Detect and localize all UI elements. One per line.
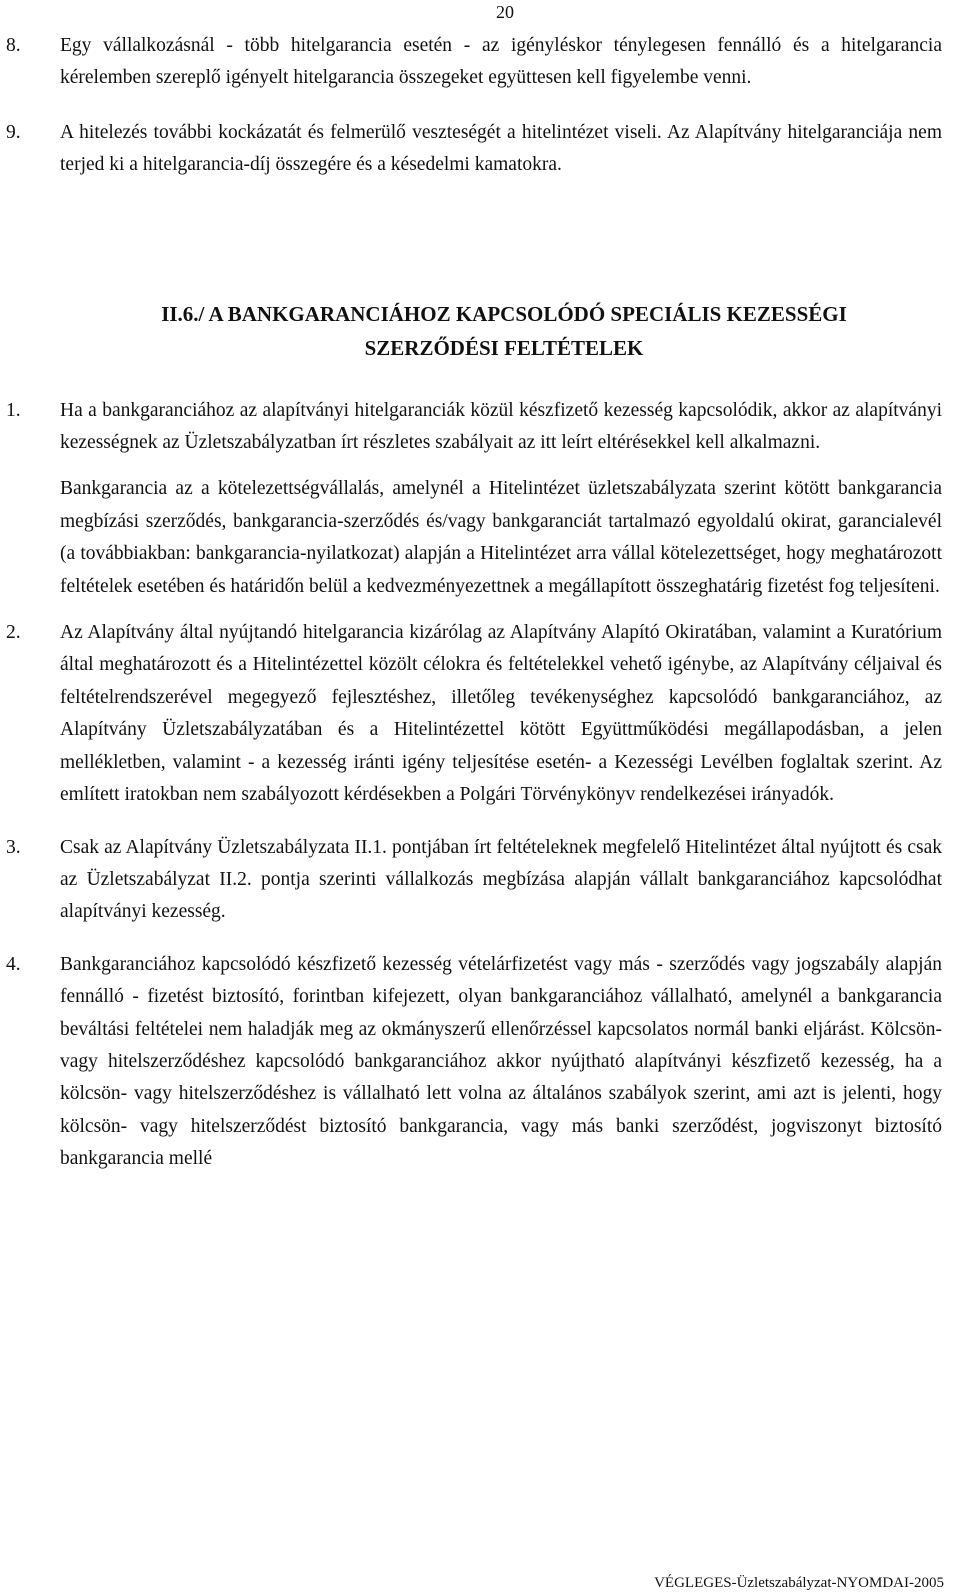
list-item-number: 3. bbox=[6, 836, 21, 858]
document-footer: VÉGLEGES-Üzletszabályzat-NYOMDAI-2005 bbox=[654, 1575, 944, 1591]
section-heading bbox=[6, 297, 942, 365]
list-item-text: Ha a bankgaranciához az alapítványi hitelgaranciák közül készfizető kezesség kapcsolódik, akkor az alapítványi kezességnek az Üzletszabályzatban írt részletes szabályait az itt leírt eltérésekkel kell alkalmazni. bbox=[60, 399, 942, 454]
list-item-number: 1. bbox=[6, 399, 21, 421]
section-heading-line-2: SZERZŐDÉSI FELTÉTELEK bbox=[364, 335, 644, 360]
document-body bbox=[6, 30, 942, 1176]
list-item-number: 8. bbox=[6, 35, 21, 56]
list-item bbox=[6, 617, 942, 811]
list-item-number: 2. bbox=[6, 622, 21, 644]
list-item bbox=[6, 30, 942, 95]
list-item-text: Csak az Alapítvány Üzletszabályzata II.1. pontjában írt feltételeknek megfelelő Hitelintézet által nyújtott és csak az Üzletszabályzat II.2. pontja szerinti vállalkozás megbízása alapján vállalt bankgaranciához kapcsolódhat alapítványi kezesség. bbox=[60, 836, 942, 923]
list-item bbox=[6, 949, 942, 1176]
list-item bbox=[6, 395, 942, 460]
list-item bbox=[6, 117, 942, 182]
list-item-text: Bankgaranciához kapcsolódó készfizető kezesség vételárfizetést vagy más - szerződés vagy jogszabály alapján fennálló - fizetést biztosító, forintban kifejezett, olyan bankgaranciához vállalható, amelynél a bankgarancia beváltási feltételei nem haladják meg az okmányszerű ellenőrzéssel kapcsolatos normál banki eljárást. Kölcsön- vagy hitelszerződéshez kapcsolódó bankgaranciához akkor nyújtható alapítványi készfizető kezesség, ha a kölcsön- vagy hitelszerződéshez is vállalható lett volna az általános szabályok szerint, ami azt is jelenti, hogy kölcsön- vagy hitelszerződést biztosító bankgarancia, vagy más banki szerződést, jogviszonyt biztosító bankgarancia mellé bbox=[60, 953, 942, 1170]
list-item-text: Az Alapítvány által nyújtandó hitelgarancia kizárólag az Alapítvány Alapító Okiratában, valamint a Kuratórium által meghatározott és a Hitelintézettel közölt célokra és feltételekkel vehető igénybe, az Alapítvány céljaival és feltételrendszerével megegyező fejlesztéshez, illetőleg tevékenységhez kapcsolódó bankgaranciához, az Alapítvány Üzletszabályzatában és a Hitelintézettel kötött Együttműködési megállapodásban, a jelen mellékletben, valamint - a kezesség iránti igény teljesítése esetén- a Kezességi Levélben foglaltak szerint. Az említett iratokban nem szabályozott kérdésekben a Polgári Törvénykönyv rendelkezései irányadók. bbox=[60, 622, 942, 806]
list-item-text: Egy vállalkozásnál - több hitelgarancia esetén - az igényléskor ténylegesen fennálló és a hitelgarancia kérelemben szereplő igényelt hitelgarancia összegeket együttesen kell figyelembe venni. bbox=[60, 35, 942, 89]
section-heading-line-1: II.6./ A BANKGARANCIÁHOZ KAPCSOLÓDÓ SPECIÁLIS KEZESSÉGI bbox=[161, 301, 847, 326]
page-number: 20 bbox=[496, 2, 514, 22]
list-item-number: 4. bbox=[6, 953, 21, 975]
list-item-text: A hitelezés további kockázatát és felmerülő veszteségét a hitelintézet viseli. Az Alapítvány hitelgaranciája nem terjed ki a hitelgarancia-díj összegére és a késedelmi kamatokra. bbox=[60, 121, 942, 176]
list-item bbox=[6, 832, 942, 929]
paragraph: Bankgarancia az a kötelezettségvállalás, amelynél a Hitelintézet üzletszabályzata szerint kötött bankgarancia megbízási szerződés, bankgarancia-szerződés és/vagy bankgaranciát tartalmazó egyoldalú okirat, garancialevél (a továbbiakban: bankgarancia-nyilatkozat) alapján a Hitelintézet arra vállal kötelezettséget, hogy meghatározott feltételek esetében és határidőn belül a kedvezményezettnek a megállapított összeghatárig fizetést fog teljesíteni. bbox=[60, 478, 942, 597]
list-item-number: 9. bbox=[6, 121, 21, 143]
